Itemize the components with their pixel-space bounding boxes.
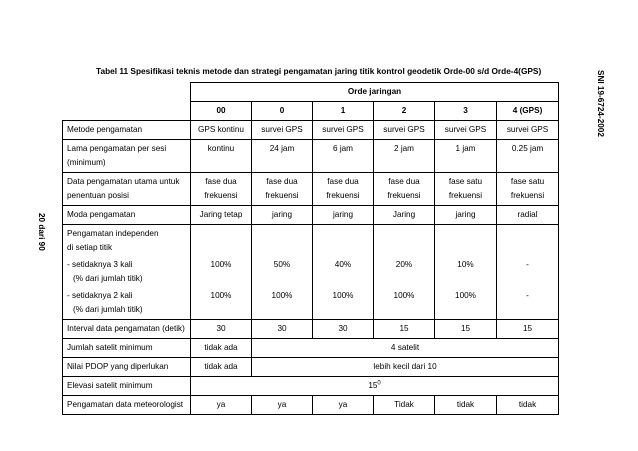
table-cell: 30 (191, 320, 252, 339)
column-header: 0 (252, 102, 313, 121)
table-row (63, 339, 559, 358)
table-cell: fase satu frekuensi (497, 173, 559, 206)
table-cell: 15 (374, 320, 435, 339)
table-cell: tidak ada (191, 358, 252, 377)
table-cell: 30 (252, 320, 313, 339)
column-header: 2 (374, 102, 435, 121)
group-header: Orde jaringan (191, 83, 559, 102)
row-label: Jumlah satelit minimum (63, 339, 191, 358)
table-cell: 2 jam (374, 140, 435, 173)
row-label: Nilai PDOP yang diperlukan (63, 358, 191, 377)
table-cell: 4 satelit (252, 339, 559, 358)
table-cell: jaring (313, 206, 374, 225)
table-cell: survei GPS (374, 121, 435, 140)
table-row (63, 396, 559, 415)
row-label: Data pengamatan utama untuk penentuan posisi (63, 173, 191, 206)
row-label: Metode pengamatan (63, 121, 191, 140)
table-cell: tidak ada (191, 339, 252, 358)
row-label: Pengamatan data meteorologist (63, 396, 191, 415)
table-cell: 40% 100% (313, 225, 374, 320)
column-header: 4 (GPS) (497, 102, 559, 121)
table-row (63, 377, 559, 396)
table-cell: 50% 100% (252, 225, 313, 320)
table-cell: fase dua frekuensi (313, 173, 374, 206)
row-label: Elevasi satelit minimum (63, 377, 191, 396)
table-cell: jaring (435, 206, 497, 225)
column-header: 3 (435, 102, 497, 121)
table-cell: 30 (313, 320, 374, 339)
table-cell: radial (497, 206, 559, 225)
table-cell: survei GPS (313, 121, 374, 140)
row-label: Pengamatan independen di setiap titik - setidaknya 3 kali (% dari jumlah titik) - setidaknya 2 kali (% dari jumlah titik) (63, 225, 191, 320)
row-label: Lama pengamatan per sesi (minimum) (63, 140, 191, 173)
table-cell: Jaring tetap (191, 206, 252, 225)
table-caption: Tabel 11 Spesifikasi teknis metode dan strategi pengamatan jaring titik kontrol geodetik Orde-00 s/d Orde-4(GPS) (96, 66, 542, 76)
table-row (63, 320, 559, 339)
table-cell: fase satu frekuensi (435, 173, 497, 206)
table-cell: survei GPS (252, 121, 313, 140)
row-label: Interval data pengamatan (detik) (63, 320, 191, 339)
table-row (63, 225, 559, 320)
table-cell: survei GPS (497, 121, 559, 140)
table-cell: Jaring (374, 206, 435, 225)
table-cell: 20% 100% (374, 225, 435, 320)
document-code: SNI 19-6724-2002 (596, 70, 605, 137)
table-cell: 1 jam (435, 140, 497, 173)
table-cell: fase dua frekuensi (374, 173, 435, 206)
table-cell: tidak (435, 396, 497, 415)
table-cell: lebih kecil dari 10 (252, 358, 559, 377)
table-cell: 24 jam (252, 140, 313, 173)
table-cell: ya (313, 396, 374, 415)
table-cell: fase dua frekuensi (191, 173, 252, 206)
row-label: Moda pengamatan (63, 206, 191, 225)
table-cell: 10% 100% (435, 225, 497, 320)
table-cell: ya (191, 396, 252, 415)
table-row (63, 121, 559, 140)
column-header: 00 (191, 102, 252, 121)
table-cell: survei GPS (435, 121, 497, 140)
table-row (63, 358, 559, 377)
table-row (63, 173, 559, 206)
table-cell: Tidak (374, 396, 435, 415)
table-cell: - - (497, 225, 559, 320)
table-cell: 6 jam (313, 140, 374, 173)
column-header: 1 (313, 102, 374, 121)
table-cell: GPS kontinu (191, 121, 252, 140)
page-number: 20 dari 90 (37, 213, 46, 251)
table-row (63, 206, 559, 225)
table-cell: 15 (497, 320, 559, 339)
specification-table (62, 82, 559, 415)
table-cell: jaring (252, 206, 313, 225)
table-cell: 15 (435, 320, 497, 339)
table-cell: ya (252, 396, 313, 415)
table-cell: kontinu (191, 140, 252, 173)
table-cell: 0.25 jam (497, 140, 559, 173)
table-row (63, 83, 559, 102)
table-cell: 100% 100% (191, 225, 252, 320)
table-cell: tidak (497, 396, 559, 415)
table-cell: fase dua frekuensi (252, 173, 313, 206)
table-row (63, 102, 559, 121)
table-row (63, 140, 559, 173)
table-cell: $15^0$ (191, 377, 559, 396)
